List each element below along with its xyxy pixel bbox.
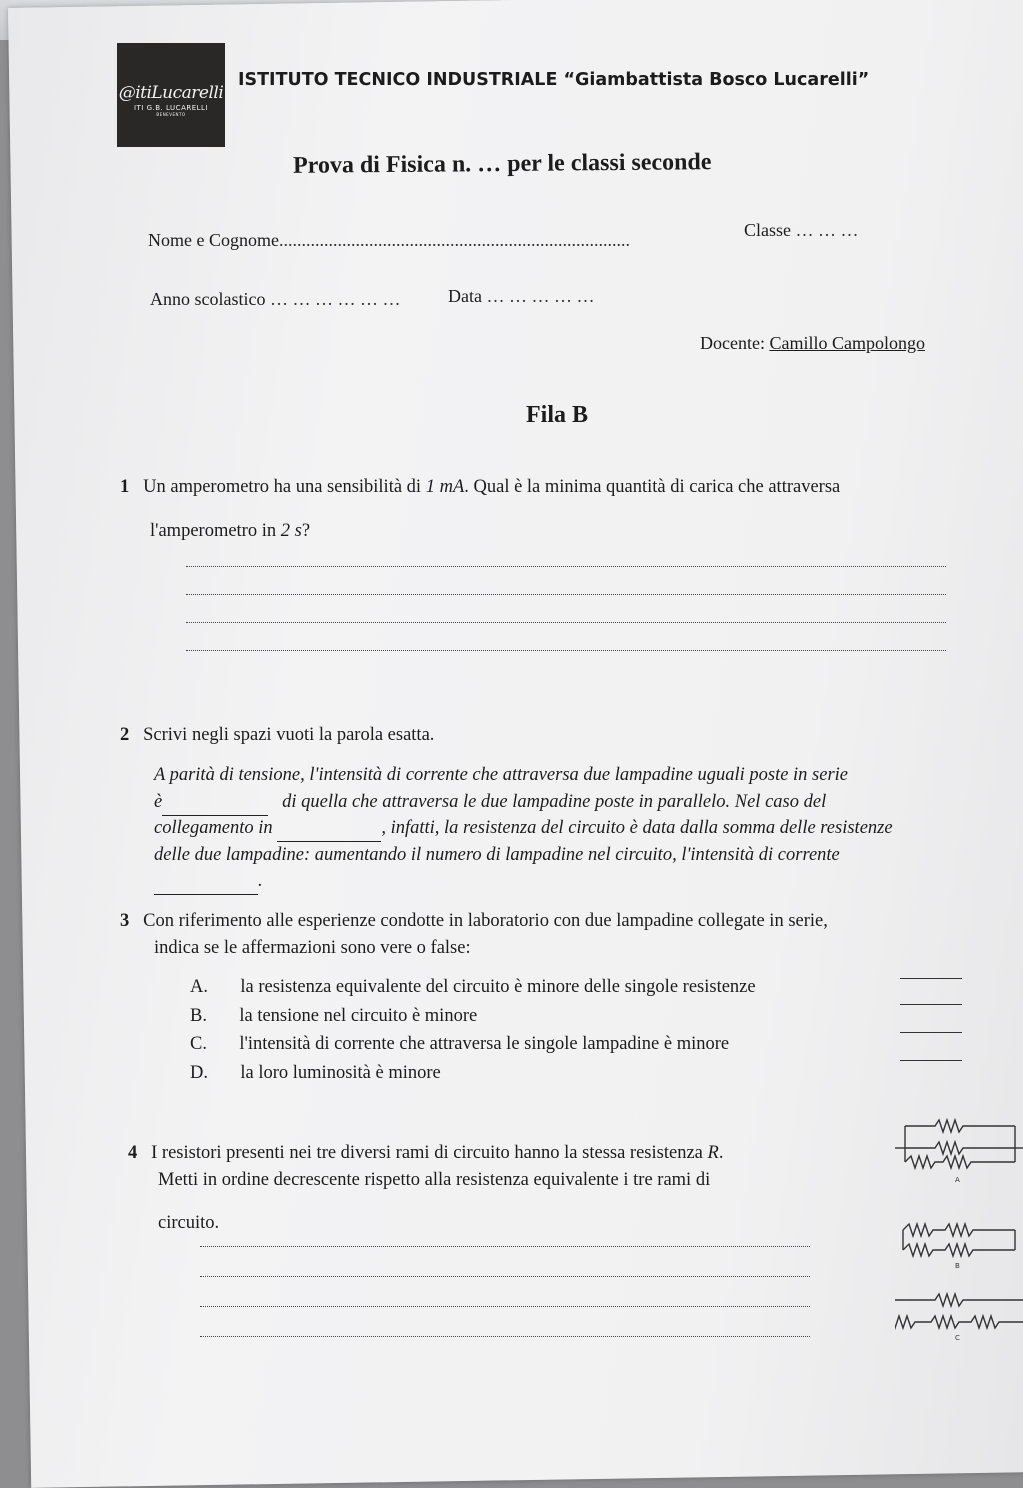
q1-time: 2 s [280,521,302,541]
q3-item [190,1031,729,1057]
circuit-diagram [895,1110,1023,1350]
item-letter: B. [190,1006,207,1026]
date-field[interactable] [448,286,594,307]
question-number: 1 [120,477,130,497]
q2-line2a: è [154,792,163,812]
item-text: l'intensità di corrente che attraversa le singole lampadine è minore [239,1034,730,1054]
answer-line[interactable] [200,1276,810,1277]
q2-line3 [154,815,893,842]
branch-label-a: A [955,1176,960,1184]
year-label: Anno scolastico [150,289,266,309]
teacher-name: Camillo Campolongo [769,333,925,353]
q3-item [190,1060,441,1086]
question-4 [128,1140,723,1166]
class-label: Classe [744,220,791,240]
q2-line5 [154,868,263,895]
answer-line[interactable] [200,1306,810,1307]
item-letter: D. [190,1063,208,1083]
fill-blank-1[interactable] [162,789,268,816]
class-fill: … … … [795,220,859,240]
answer-line[interactable] [186,566,946,567]
item-text: la loro luminosità è minore [240,1063,441,1083]
answer-line[interactable] [200,1336,810,1337]
fill-blank-3[interactable] [154,868,258,895]
question-number: 3 [120,911,130,931]
true-false-answer[interactable] [900,1032,962,1033]
logo-city: BENEVENTO [156,112,186,117]
branch-label-b: B [955,1262,960,1270]
question-1 [120,474,980,500]
teacher [700,333,925,354]
q2-line2 [154,789,826,816]
q2-prompt: Scrivi negli spazi vuoti la parola esatta. [143,725,435,745]
item-letter: C. [190,1034,207,1054]
q3-item [190,1003,477,1029]
fill-blank-2[interactable] [277,815,381,842]
q2-line1: A parità di tensione, l'intensità di corrente che attraversa due lampadine uguali poste in serie [154,765,849,785]
q4-line1-end: . [718,1143,724,1163]
question-number: 2 [120,725,130,745]
q2-line3a: collegamento in [154,818,273,838]
true-false-answer[interactable] [900,1060,962,1061]
q1-text-d: ? [301,521,311,541]
answer-line[interactable] [186,650,946,651]
section-title: Fila B [526,402,589,428]
teacher-label: Docente: [700,333,765,353]
q4-r: R [707,1143,719,1163]
q1-text-c: l'amperometro in [150,521,277,541]
school-name: ISTITUTO TECNICO INDUSTRIALE “Giambattista Bosco Lucarelli” [238,70,870,90]
class-field[interactable] [744,220,859,241]
question-1-line2 [150,518,310,544]
question-number: 4 [128,1143,138,1163]
answer-line[interactable] [186,622,946,623]
q3-prompt2: indica se le affermazioni sono vere o false: [154,938,471,958]
q2-line4: delle due lampadine: aumentando il numero di lampadine nel circuito, l'intensità di corrente [154,845,840,865]
true-false-answer[interactable] [900,1004,962,1005]
item-text: la tensione nel circuito è minore [239,1006,478,1026]
q1-text-a: Un amperometro ha una sensibilità di [143,477,422,497]
true-false-answer[interactable] [900,978,962,979]
name-label: Nome e Cognome [148,230,279,250]
answer-line[interactable] [186,594,946,595]
question-3 [120,908,828,934]
answer-line[interactable] [200,1246,810,1247]
date-fill: … … … … … [486,286,595,306]
test-title: Prova di Fisica n. … per le classi seconde [292,149,712,179]
q2-line2b: di quella che attraversa le due lampadine poste in parallelo. Nel caso del [282,792,827,812]
branch-label-c: C [955,1334,960,1342]
q4-line1: I resistori presenti nei tre diversi rami di circuito hanno la stessa resistenza [151,1143,703,1163]
logo-script: @itiLucarelli [118,83,224,103]
name-field[interactable] [148,230,630,251]
year-field[interactable] [150,289,400,310]
question-2 [120,722,434,748]
school-logo [117,43,225,147]
year-fill: … … … … … … [269,289,401,309]
item-letter: A. [190,977,208,997]
q3-item [190,974,756,1000]
q2-line3b: , infatti, la resistenza del circuito è data dalla somma delle resistenze [381,818,893,838]
item-text: la resistenza equivalente del circuito è minore delle singole resistenze [240,977,756,997]
q4-line3: circuito. [158,1213,220,1233]
q1-value: 1 mA [425,477,465,497]
date-label: Data [448,286,482,306]
name-fill: .............................................................................. [278,230,630,250]
logo-sub: ITI G.B. LUCARELLI [133,104,209,112]
q3-prompt1: Con riferimento alle esperienze condotte in laboratorio con due lampadine collegate in serie, [143,911,828,931]
q4-line2: Metti in ordine decrescente rispetto alla resistenza equivalente i tre rami di [158,1170,711,1190]
q1-text-b: . Qual è la minima quantità di carica che attraversa [464,477,841,497]
q2-line5-end: . [258,871,263,891]
